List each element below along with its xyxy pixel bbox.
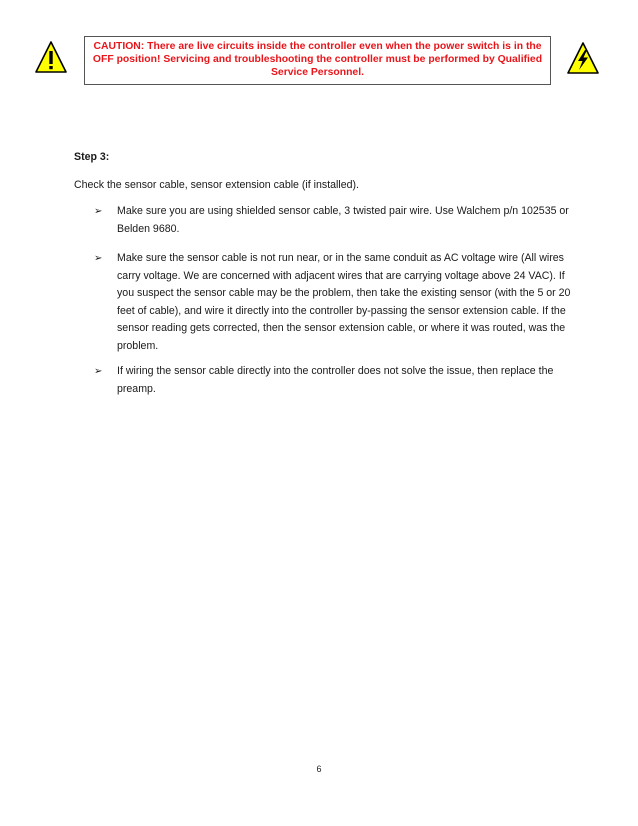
caution-text: CAUTION: There are live circuits inside the controller even when the power switch is in the OFF position! Servicing and troubleshooting the controller must be performed by Qualified Service Personnel. xyxy=(92,41,543,79)
exclamation-warning-icon xyxy=(34,40,68,74)
bullet-text: Make sure the sensor cable is not run near, or in the same conduit as AC voltage wire (All wires carry voltage. We are concerned with adjacent wires that are carrying voltage above 24 VAC). If you suspect the sensor cable may be the problem, then take the existing sensor (with the 5 or 20 feet of cable), and wire it directly into the controller by-passing the sensor extension cable. If the sensor reading gets corrected, then the sensor extension cable, or where it was routed, was the problem. xyxy=(117,252,571,352)
step-title: Step 3: xyxy=(74,151,110,163)
page-number: 6 xyxy=(316,764,322,774)
electrical-hazard-icon xyxy=(566,41,600,75)
arrow-bullet-icon: ➢ xyxy=(94,206,103,217)
caution-text-box xyxy=(84,36,551,85)
caution-banner xyxy=(0,0,638,110)
step-intro: Check the sensor cable, sensor extension cable (if installed). xyxy=(74,179,360,191)
arrow-bullet-icon: ➢ xyxy=(94,366,103,377)
arrow-bullet-icon: ➢ xyxy=(94,253,103,264)
bullet-text: If wiring the sensor cable directly into the controller does not solve the issue, then replace the preamp. xyxy=(117,365,554,395)
bullet-text: Make sure you are using shielded sensor cable, 3 twisted pair wire. Use Walchem p/n 102535 or Belden 9680. xyxy=(117,205,569,235)
